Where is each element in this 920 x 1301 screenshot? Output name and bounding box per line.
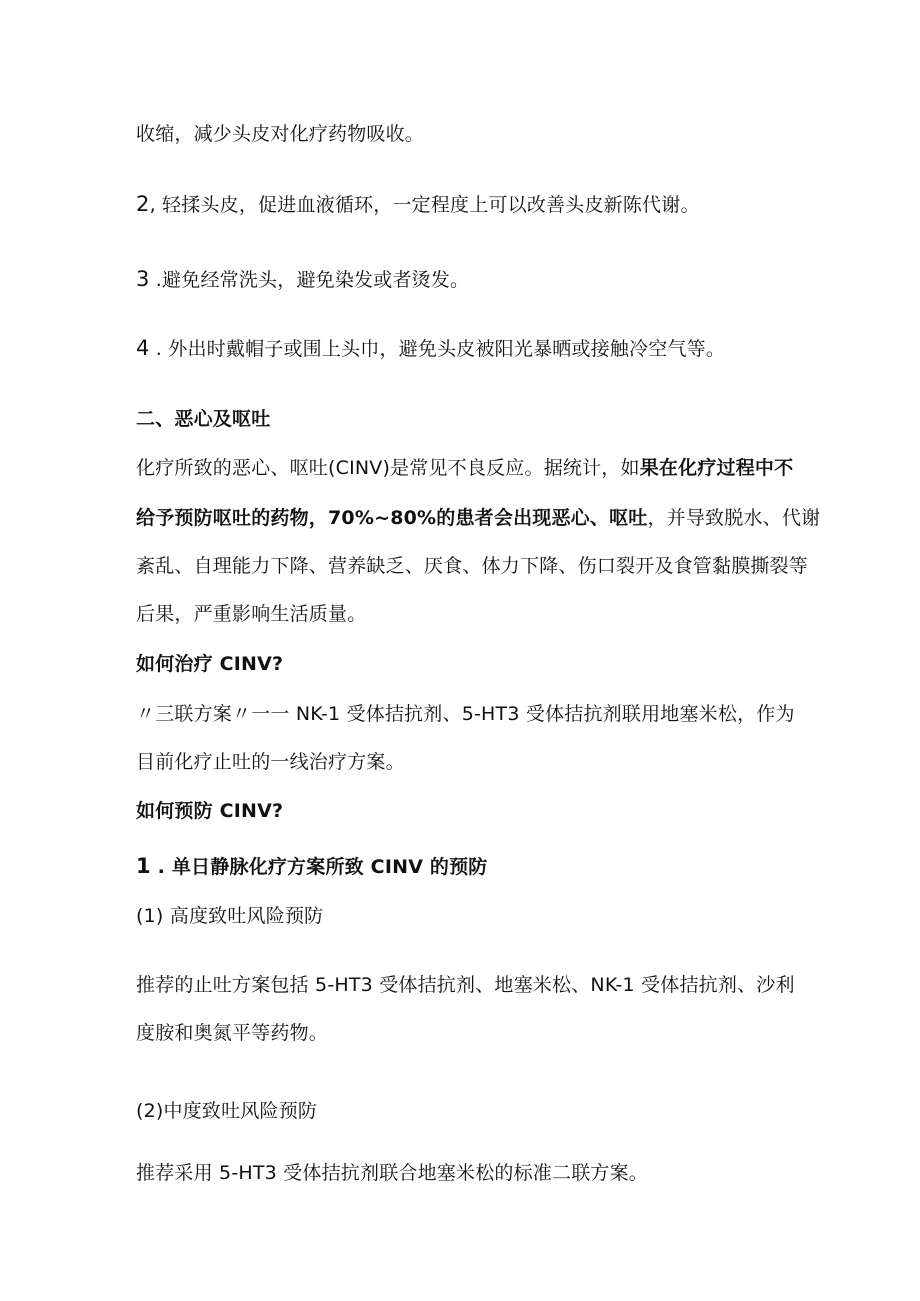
subheading-single-day: [136, 853, 488, 880]
paragraph-line: 度胺和奥氮平等药物。: [136, 1022, 329, 1044]
list-item-text: . 外出时戴帽子或围上头巾，避免头皮被阳光暴晒或接触冷空气等。: [149, 338, 726, 360]
subheading-high-risk: (1) 高度致吐风险预防: [136, 905, 324, 927]
paragraph-line: 推荐采用 5-HT3 受体拮抗剂联合地塞米松的标准二联方案。: [136, 1162, 649, 1184]
paragraph-line: 紊乱、自理能力下降、营养缺乏、厌食、体力下降、伤口裂开及食管黏膜撕裂等: [136, 555, 809, 577]
subheading-mid-risk: (2)中度致吐风险预防: [136, 1100, 318, 1122]
text-run: 化疗所致的恶心、呕吐(CINV)是常见不良反应。据统计，如: [136, 457, 640, 479]
section-heading-nausea: 二、恶心及呕吐: [136, 408, 271, 430]
paragraph-line: 后果，严重影响生活质量。: [136, 603, 367, 625]
list-number: 1: [136, 854, 151, 878]
list-item-3: [136, 266, 469, 293]
subheading-text: . 单日静脉化疗方案所致 CINV 的预防: [150, 856, 488, 878]
list-item-text: .避免经常洗头，避免染发或者烫发。: [149, 269, 470, 291]
paragraph-line: [136, 505, 820, 531]
bold-text-run: 给予预防呕吐的药物，70%~80%的患者会出现恶心、呕吐: [136, 507, 648, 529]
list-number: 2: [136, 192, 150, 216]
list-item-2: [136, 191, 700, 218]
paragraph-line: 目前化疗止吐的一线治疗方案。: [136, 751, 405, 773]
paragraph-line: [136, 455, 793, 481]
paragraph-line: 推荐的止吐方案包括 5-HT3 受体拮抗剂、地塞米松、NK-1 受体拮抗剂、沙利: [136, 974, 795, 996]
list-number: 3: [136, 267, 150, 291]
text-run: ，并导致脱水、代谢: [647, 507, 821, 529]
question-heading-treat: 如何治疗 CINV?: [136, 653, 284, 675]
paragraph-line: 〃三联方案〃一一 NK-1 受体拮抗剂、5-HT3 受体拮抗剂联用地塞米松，作为: [136, 703, 795, 725]
bold-text-run: 果在化疗过程中不: [639, 457, 794, 479]
list-number: 4: [136, 336, 150, 360]
list-item-text: , 轻揉头皮，促进血液循环，一定程度上可以改善头皮新陈代谢。: [149, 194, 700, 216]
paragraph-scalp-tail: 收缩，减少头皮对化疗药物吸收。: [136, 123, 425, 145]
list-item-4: [136, 335, 725, 362]
question-heading-prevent: 如何预防 CINV?: [136, 800, 284, 822]
